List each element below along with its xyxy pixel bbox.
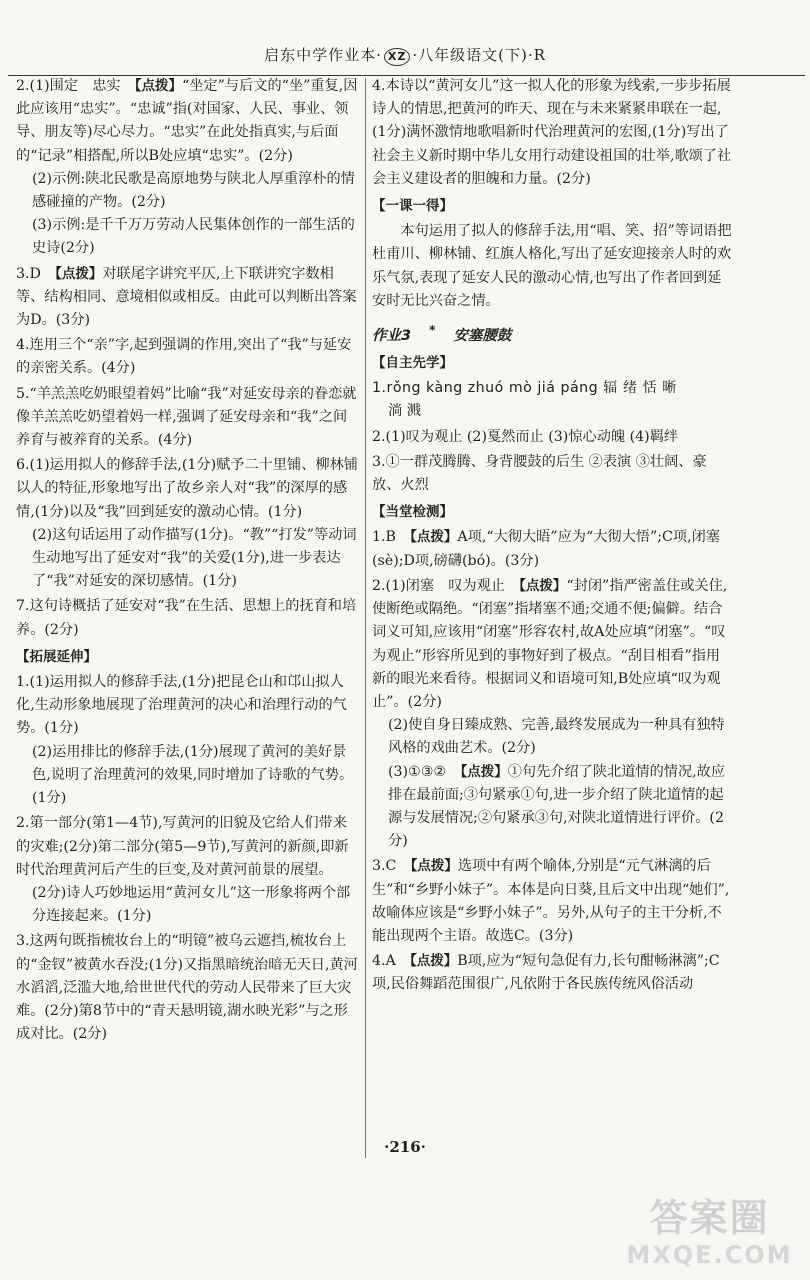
answer-number: 3.C [372,858,411,875]
answer-text: 2.第一部分(第1—4节),写黄河的旧貌及它给人们带来的灾难;(2分)第二部分(第5—9节),写黄河的新颜,即新时代治理黄河后产生的巨变,及对黄河前景的展望。 [16,815,349,878]
section-heading-extension: 【拓展延伸】 [16,648,97,665]
test-4 [372,950,734,996]
answer-text: 1.rǒng kàng zhuó mò jiá páng 辐 绪 恬 晰 [372,380,677,397]
answer-text: 6.(1)运用拟人的修辞手法,(1分)赋予二十里铺、柳林铺以人的特征,形象地写出了故乡亲人对“我”的深厚的感情,(1分)以及“我”回到延安的激动心情。(1分) [16,457,358,520]
answer-number: 2.(1)围定 忠实 [16,78,135,94]
answer-2 [16,75,358,261]
answer-text: 3.①一群茂腾腾、身背腰鼓的后生 ②表演 ③壮阔、豪放、火烈 [372,453,707,494]
answer-text: 5.“羊羔羔吃奶眼望着妈”比喻“我”对延安母亲的眷恋就像羊羔羔吃奶望着妈一样,强调了延安母亲和“我”之间养育与被养育的关系。(4分) [16,385,357,449]
answer-3 [16,263,358,333]
homework-star: * [429,323,436,338]
self-study-3 [372,451,734,497]
watermark-text: 答案圈 [649,1196,770,1240]
hint-tag: 【点拨】 [460,763,508,780]
answer-text: 选项中有两个喻体,分别是“元气淋漓的后生”和“乡野小妹子”。本体是向日葵,且后文中出现“她们”,故喻体应该是“乡野小妹子”。另外,从句子的主干分析,不能出现两个主语。故选C。(3分) [372,858,730,944]
answer-text: (2)示例:陕北民歌是高原地势与陕北人厚重淳朴的情感碰撞的产物。(2分) [32,170,355,211]
answer-7 [16,595,358,641]
section-heading-self-study: 【自主先学】 [372,355,453,372]
left-column [16,75,358,1048]
answer-6 [16,454,358,593]
homework-number [372,323,436,344]
section-heading-takeaway: 【一课一得】 [372,198,453,215]
hint-tag: 【点拨】 [134,78,183,94]
answer-text: “封闭”指严密盖住或关住,使断绝或隔绝。“闭塞”指堵塞不通;交通不便;偏僻。结合词义可知,应该用“闭塞”形容农村,故A处应填“闭塞”。“叹为观止”形容所见到的事物好到了极点。“刮目相看”指用新的眼光来看待。根据词义和语境可知,B处应填“叹为观止”。(2分) [372,577,728,710]
answer-text: A项,“大彻大晤”应为“大彻大悟”;C项,闭塞(sè);D项,磅礴(bó)。(3分) [372,529,720,569]
homework-heading [372,319,734,348]
page-number: ·216· [384,1138,426,1156]
takeaway-paragraph: 本句运用了拟人的修辞手法,用“唱、笑、招”等词语把杜甫川、柳林铺、红旗人格化,写出了延安迎接亲人时的欢乐气氛,表现了延安人民的激动心情,也写出了作者回到延安时无比兴奋之情。 [372,223,732,309]
answer-text: 3.这两句既指梳妆台上的“明镜”被乌云遮挡,梳妆台上的“金钗”被黄水吞没;(1分)又指黑暗统治暗无天日,黄河水滔滔,泛滥大地,给世世代代的劳动人民带来了巨大灾难。(2分)第8节中的“青天悬明镜,湖水映光彩”与之形成对比。(2分) [16,933,358,1043]
self-study-2 [372,426,734,449]
answer-number: 1.B [372,529,411,546]
answer-number: (3)①③② [388,763,461,780]
hint-tag: 【点拨】 [55,265,103,282]
hint-tag: 【点拨】 [409,953,458,970]
self-study-1 [372,377,734,423]
extension-1 [16,671,358,810]
header-title-left: 启东中学作业本· [264,46,382,64]
answer-text: (2)运用排比的修辞手法,(1分)展现了黄河的美好景色,说明了治理黄河的效果,同时增加了诗歌的气势。(1分) [32,743,354,807]
hint-tag: 【点拨】 [410,858,458,875]
page-header [0,44,810,74]
homework-label: 作业3 [372,327,412,344]
answer-text: (2)这句话运用了动作描写(1分)。“教”“打发”等动词生动地写出了延安对“我”的关爱(1分),进一步表达了“我”对延安的深切感情。(1分) [32,526,357,590]
extension-4 [372,75,734,191]
answer-text: “坐定”与后文的“坐”重复,因此应该用“忠实”。“忠诚”指(对国家、人民、事业、领导、朋友等)尽心尽力。“忠实”在此处指真实,与后面的“记录”相搭配,所以B处应填“忠实”。(2分) [16,78,358,164]
answer-text: 对联尾字讲究平仄,上下联讲究字数相等、结构相同、意境相似或相反。由此可以判断出答案为D。(3分) [16,265,357,329]
test-2 [372,575,734,853]
answer-text: ①句先介绍了陕北道情的情况,故应排在最前面;③句紧承①句,进一步介绍了陕北道情的起源与发展情况;②句紧承③句,对陕北道情进行评价。(2分) [388,763,726,850]
section-heading-in-class-test: 【当堂检测】 [372,504,453,521]
extension-2 [16,812,358,928]
watermark-url: MXQE.COM [626,1241,793,1269]
header-title-right: ·八年级语文(下)·R [412,46,546,64]
column-divider [365,78,366,1158]
answer-4 [16,334,358,380]
right-column [372,75,734,999]
extension-3 [16,930,358,1046]
answer-text: 2.(1)叹为观止 (2)戛然而止 (3)惊心动魄 (4)羁绊 [372,428,679,445]
answer-number: 3.D [16,265,56,282]
answer-text: (2)使自身日臻成熟、完善,最终发展成为一种具有独特风格的戏曲艺术。(2分) [388,717,725,757]
hint-tag: 【点拨】 [519,577,567,594]
answer-text: 7.这句诗概括了延安对“我”在生活、思想上的抚育和培养。(2分) [16,598,357,638]
answer-number: 4.A [372,953,410,970]
answer-text: B项,应为“短句急促有力,长句酣畅淋漓”;C项,民俗舞蹈范围很广,凡依附于各民族传统风俗活动 [372,953,720,993]
answer-text: (2分)诗人巧妙地运用“黄河女儿”这一形象将两个部分连接起来。(1分) [32,884,351,925]
answer-5 [16,383,358,453]
answer-text: 淌 溅 [388,403,421,420]
answer-text: 1.(1)运用拟人的修辞手法,(1分)把昆仑山和邙山拟人化,生动形象地展现了治理黄河的决心和治理行动的气势。(1分) [16,674,347,737]
answer-number: 2.(1)闭塞 叹为观止 [372,577,520,594]
answer-text: (3)示例:是千千万万劳动人民集体创作的一部生活的史诗(2分) [32,217,355,257]
series-logo-icon: XZ [384,48,410,66]
test-3 [372,855,734,948]
watermark-logo [612,1196,807,1280]
answer-text: 4.本诗以“黄河女儿”这一拟人化的形象为线索,一步步拓展诗人的情思,把黄河的昨天、现在与未来紧紧串联在一起,(1分)满怀激情地歌唱新时代治理黄河的宏图,(1分)写出了社会主义新时期中华儿女用行动建设祖国的壮举,歌颂了社会主义建设者的胆魄和力量。(2分) [372,78,732,187]
homework-title: 安塞腰鼓 [453,327,512,344]
hint-tag: 【点拨】 [410,529,458,546]
answer-text: 4.连用三个“亲”字,起到强调的作用,突出了“我”与延安的亲密关系。(4分) [16,337,352,377]
test-1 [372,526,734,572]
